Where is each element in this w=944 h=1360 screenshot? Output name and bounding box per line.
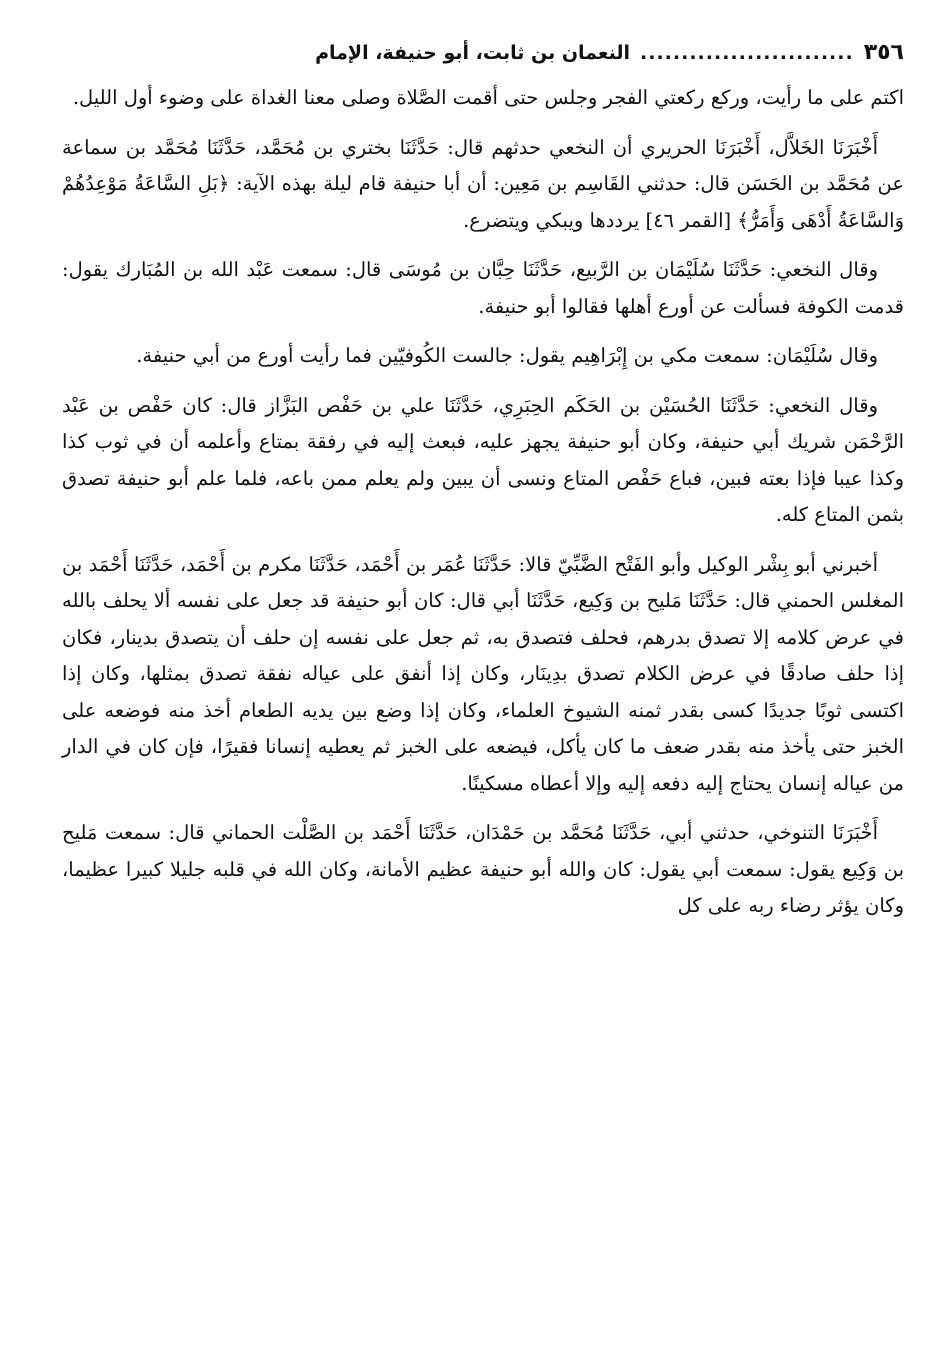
- body-text: [62, 80, 904, 925]
- page-number: ٣٥٦: [863, 40, 904, 65]
- paragraph: أخبرني أبو بِشْر الوكيل وأبو الفَتْح الضَّبِّيّ قالا: حَدَّثَنَا عُمَر بن أَحْمَد، حَدَّثَنَا مكرم بن أَحْمَد، حَدَّثَنَا أَحْمَد بن المغلس الحمني قال: حَدَّثَنَا مَليح بن وَكِيع، حَدَّثَنَا أبي قال: كان أبو حنيفة قد جعل على نفسه ألا يحلف بالله في عرض كلامه إلا تصدق بدرهم، فحلف فتصدق به، ثم جعل على نفسه إن حلف أن يتصدق بدينار، فكان إذا حلف صادقًا في عرض الكلام تصدق بدِينَار، وكان إذا أنفق على عياله نفقة تصدق بمثلها، وكان إذا اكتسى ثوبًا جديدًا كسى بقدر ثمنه الشيوخ العلماء، وكان إذا وضع بين يديه الطعام أخذ منه فوضعه على الخبز حتى يأخذ منه بقدر ضعف ما كان يأكل، فيضعه على الخبز ثم يعطيه إنسانا فقيرًا، فإن كان في الدار من عياله إنسان يحتاج إليه دفعه إليه وإلا أعطاه مسكينًا.: [62, 552, 904, 795]
- paragraph: أَخْبَرَنَا التنوخي، حدثني أبي، حَدَّثَنَا مُحَمَّد بن حَمْدَان، حَدَّثَنَا أَحْمَد بن الصَّلْت الحماني قال: سمعت مَليح بن وَكِيع يقول: سمعت أبي يقول: كان والله أبو حنيفة عظيم الأمانة، وكان الله في قلبه جليلا كبيرا عظيما، وكان يؤثر رضاء ربه على كل: [62, 821, 904, 917]
- running-title: النعمان بن ثابت، أبو حنيفة، الإمام: [315, 42, 631, 64]
- paragraph: أَخْبَرَنَا الخَلاَّل، أَخْبَرَنَا الحريري أن النخعي حدثهم قال: حَدَّثَنَا بختري بن مُحَمَّد، حَدَّثَنَا مُحَمَّد بن سماعة عن مُحَمَّد بن الحَسَن قال: حدثني القَاسِم بن مَعِين: أن أبا حنيفة قام ليلة بهذه الآية: ﴿بَلِ السَّاعَةُ مَوْعِدُهُمْ وَالسَّاعَةُ أَدْهَى وَأَمَرُّ﴾ [القمر ٤٦] يرددها ويبكي ويتضرع.: [62, 135, 904, 232]
- running-header: [62, 40, 904, 80]
- paragraph: وقال سُلَيْمَان: سمعت مكي بن إِبْرَاهِيم يقول: جالست الكُوفيّين فما رأيت أورع من أبي حنيفة.: [136, 344, 878, 367]
- paragraph: وقال النخعي: حَدَّثَنَا سُلَيْمَان بن الرَّبيع، حَدَّثَنَا حِبَّان بن مُوسَى قال: سمعت عَبْد الله بن المُبَارك يقول: قدمت الكوفة فسألت عن أورع أهلها فقالوا أبو حنيفة.: [62, 258, 904, 318]
- header-leader-dots: ..........................: [640, 42, 854, 64]
- page: [62, 40, 904, 938]
- paragraph: اكتم على ما رأيت، وركع ركعتي الفجر وجلس حتى أقمت الصَّلاة وصلى معنا الغداة على وضوء أول الليل.: [72, 86, 904, 109]
- paragraph: وقال النخعي: حَدَّثَنَا الحُسَيْن بن الحَكَم الحِبَرِي، حَدَّثَنَا علي بن حَفْص البَزَّاز قال: كان حَفْص بن عَبْد الرَّحْمَن شريك أبي حنيفة، وكان أبو حنيفة يجهز عليه، فبعث إليه في رفقة بمتاع وأعلمه أن في ثوب كذا وكذا عيبا فإذا بعته فبين، فباع حَفْص المتاع ونسى أن يبين ولم يعلم ممن باعه، فلما علم أبو حنيفة تصدق بثمن المتاع كله.: [62, 393, 904, 526]
